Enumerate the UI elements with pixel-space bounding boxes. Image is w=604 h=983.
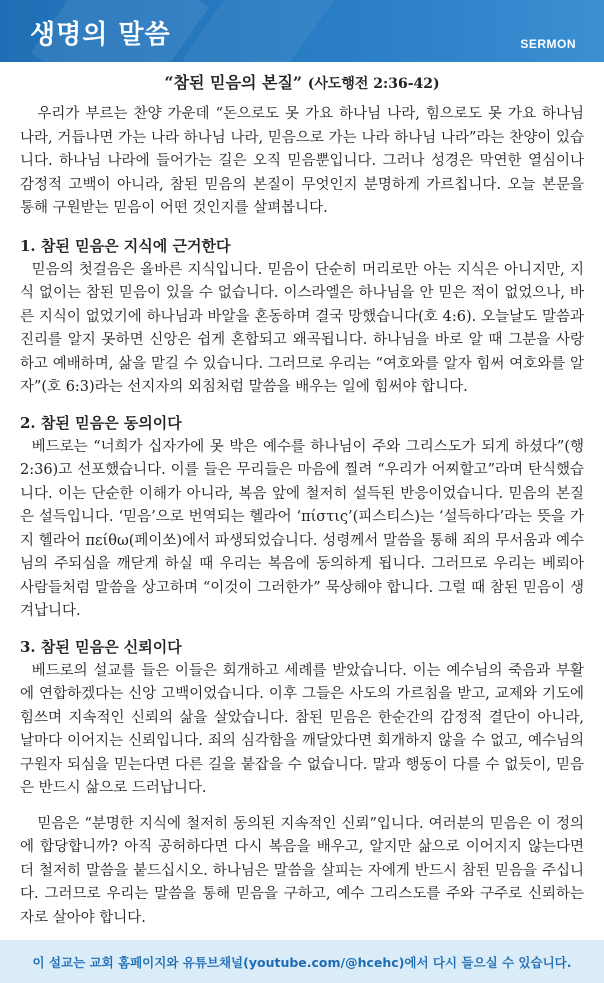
header-title: 생명의 말씀 xyxy=(30,20,171,50)
footer-banner xyxy=(0,940,604,983)
section-heading: 2. 참된 믿음은 동의이다 xyxy=(20,413,182,432)
footer-text: 이 설교는 교회 홈페이지와 유튜브채널(youtube.com/@hcehc)에서 다시 들으실 수 있습니다. xyxy=(32,954,572,970)
sermon-title xyxy=(20,70,584,93)
header-banner xyxy=(0,0,604,62)
section-2 xyxy=(20,412,584,624)
section-body: 베드로는 “너희가 십자가에 못 박은 예수를 하나님이 주와 그리스도가 되게 하셨다”(행 2:36)고 선포했습니다. 이를 들은 무리들은 마음에 찔려 “우리가 어찌할고”라며 탄식했습니다. 이는 단순한 이해가 아니라, 복음 앞에 철저히 설득된 반응이었습니다. 믿음의 본질은 설득입니다. ‘믿음’으로 번역되는 헬라어 ‘πίστις’(피스티스)는 ‘설득하다’라는 뜻을 가지 헬라어 πείθω(페이쏘)에서 파생되었습니다. 성령께서 말씀을 통해 죄의 무서움과 예수님의 주되심을 깨닫게 하실 때 우리는 복음에 동의하게 됩니다. 그러므로 우리는 베뢰아 사람들처럼 말씀을 상고하며 “이것이 그러한가” 묵상해야 합니다. 그럴 때 참된 믿음이 생겨납니다. xyxy=(20,438,584,619)
sermon-title-text: “참된 믿음의 본질” xyxy=(164,73,303,92)
header-label: SERMON xyxy=(520,37,576,51)
scripture-reference: (사도행전 2:36-42) xyxy=(307,76,440,92)
intro-paragraph: 우리가 부르는 찬양 가운데 “돈으로도 못 가요 하나님 나라, 힘으로도 못 가요 하나님 나라, 거듭나면 가는 나라 하나님 나라, 믿음으로 가는 나라 하나님 나라”라는 찬양이 있습니다. 하나님 나라에 들어가는 길은 오직 믿음뿐입니다. 그러나 성경은 막연한 열심이나 감정적 고백이 아니라, 참된 믿음의 본질이 무엇인지 분명하게 가르칩니다. 오늘 본문을 통해 구원받는 믿음이 어떤 것인지를 살펴봅니다. xyxy=(20,106,584,216)
section-heading: 3. 참된 믿음은 신뢰이다 xyxy=(20,637,182,656)
sermon-body xyxy=(0,62,604,930)
section-body: 베드로의 설교를 들은 이들은 회개하고 세례를 받았습니다. 이는 예수님의 죽음과 부활에 연합하겠다는 신앙 고백이었습니다. 이후 그들은 사도의 가르침을 받고, 교제와 기도에 힘쓰며 지속적인 신뢰의 삶을 살았습니다. 참된 믿음은 한순간의 감정적 결단이 아니라, 날마다 이어지는 신뢰입니다. 죄의 심각함을 깨달았다면 회개하지 않을 수 없고, 예수님의 구원자 되심을 믿는다면 다른 길을 붙잡을 수 없습니다. 말과 행동이 다를 수 없듯이, 믿음은 반드시 삶으로 드러납니다. xyxy=(20,662,584,796)
closing-paragraph: 믿음은 “분명한 지식에 철저히 동의된 지속적인 신뢰”입니다. 여러분의 믿음은 이 정의에 합당합니까? 아직 공허하다면 다시 복음을 배우고, 알지만 삶으로 이어지지 않는다면 더 철저히 말씀을 붙드십시오. 하나님은 말씀을 살피는 자에게 반드시 참된 믿음을 주십니다. 그러므로 우리는 말씀을 통해 믿음을 구하고, 예수 그리스도를 주와 구주로 신뢰하는 자로 살아야 합니다. xyxy=(20,815,584,926)
section-3 xyxy=(20,636,584,801)
section-heading: 1. 참된 믿음은 지식에 근거한다 xyxy=(20,236,231,255)
section-body: 믿음의 첫걸음은 올바른 지식입니다. 믿음이 단순히 머리로만 아는 지식은 아니지만, 지식 없이는 참된 믿음이 있을 수 없습니다. 이스라엘은 하나님을 안 믿은 적이 없었으나, 바른 지식이 없었기에 하나님과 바알을 혼동하며 결국 망했습니다(호 4:6). 오늘날도 말씀과 진리를 알지 못하면 신앙은 쉽게 혼합되고 왜곡됩니다. 하나님을 바로 알 때 그분을 사랑하고 예배하며, 삶을 맡길 수 있습니다. 그러므로 우리는 “여호와를 알자 힘써 여호와를 알자”(호 6:3)라는 선지자의 외침처럼 말씀을 배우는 일에 힘써야 합니다. xyxy=(20,261,584,395)
section-1 xyxy=(20,235,584,400)
